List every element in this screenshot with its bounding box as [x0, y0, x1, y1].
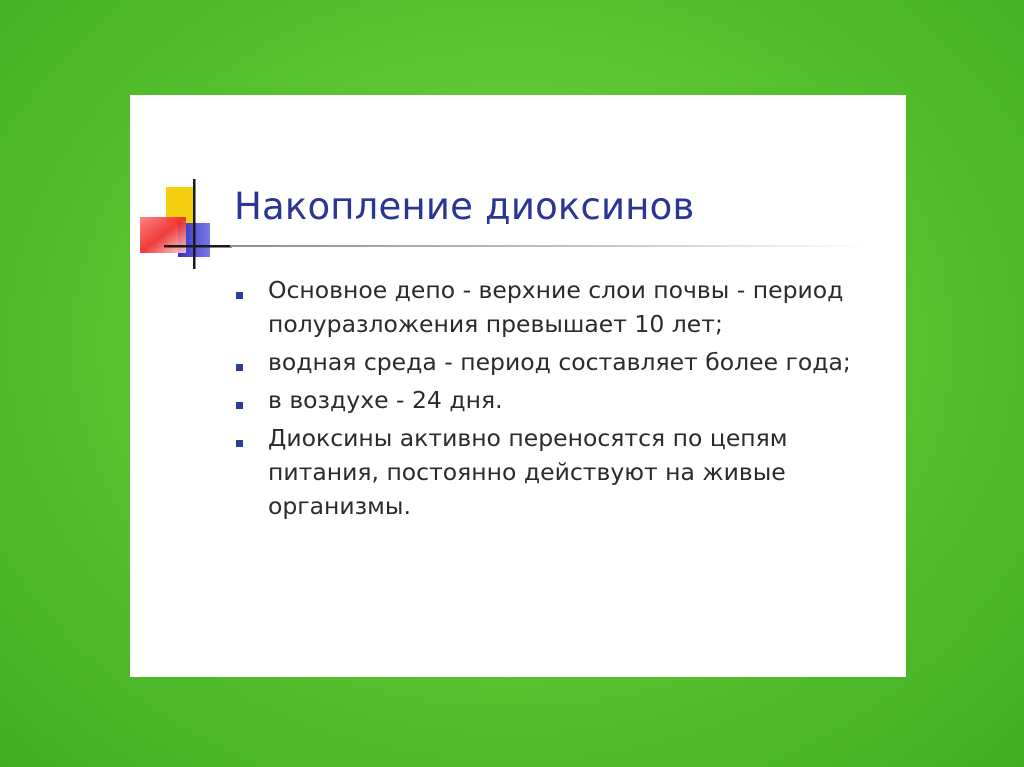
- deco-horizontal-line: [164, 245, 232, 248]
- deco-vertical-line: [193, 179, 196, 269]
- bullet-text: Основное депо - верхние слои почвы - период полуразложения превышает 10 лет;: [268, 276, 844, 338]
- list-item: [230, 421, 870, 523]
- bullet-list: [230, 273, 870, 527]
- slide-title: Накопление диоксинов: [234, 185, 695, 228]
- square-bullet-icon: [236, 440, 243, 447]
- slide: [130, 95, 906, 677]
- title-underline: [230, 245, 870, 247]
- square-bullet-icon: [236, 292, 243, 299]
- bullet-text: водная среда - период составляет более года;: [268, 348, 851, 376]
- square-bullet-icon: [236, 364, 243, 371]
- bullet-text: в воздухе - 24 дня.: [268, 386, 503, 414]
- deco-red-square: [140, 217, 186, 253]
- list-item: [230, 273, 870, 341]
- list-item: [230, 383, 870, 417]
- list-item: [230, 345, 870, 379]
- bullet-text: Диоксины активно переносятся по цепям питания, постоянно действуют на живые организмы.: [268, 424, 788, 520]
- square-bullet-icon: [236, 402, 243, 409]
